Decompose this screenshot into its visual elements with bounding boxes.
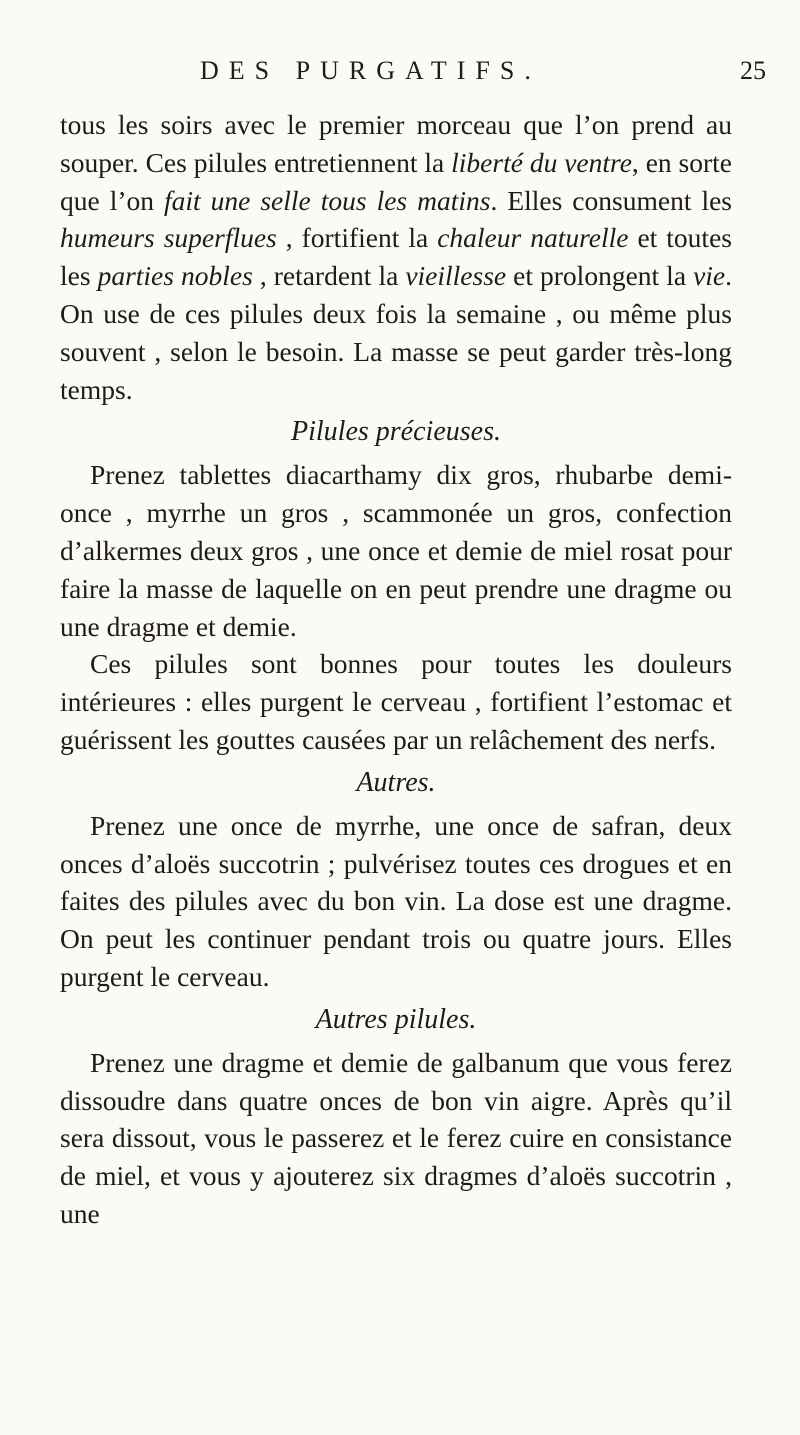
italic-term: fait une selle tous les matins (164, 184, 491, 216)
running-head (0, 50, 800, 100)
text-segment: et toutes les (60, 222, 732, 292)
section-heading: Autres pilules. (315, 1003, 477, 1035)
text-segment: . On use de ces pilules deux fois la semaine , ou même plus souvent , selon le besoin. La masse se peut garder très-long temps. (60, 260, 732, 405)
text-segment: , fortifient la (276, 222, 438, 254)
italic-term: vie (693, 260, 726, 292)
italic-term: vieillesse (405, 260, 507, 292)
italic-term: humeurs superflues (60, 222, 277, 254)
paragraph: Prenez tablettes diacarthamy dix gros, rhubarbe demi-once , myrrhe un gros , scammonée un gros, confection d’alkermes deux gros , une once et demie de miel rosat pour faire la masse de laquelle on en peut prendre une dragme ou une dragme et demie. (60, 459, 732, 642)
italic-term: chaleur naturelle (437, 222, 629, 254)
paragraph: Prenez une once de myrrhe, une once de safran, deux onces d’aloës succotrin ; pulvérisez toutes ces drogues et en faites des pilules avec du bon vin. La dose est une dragme. On peut les continuer pendant trois ou quatre jours. Elles purgent le cerveau. (60, 809, 732, 992)
paragraph: Ces pilules sont bonnes pour toutes les douleurs intérieures : elles purgent le cerveau , fortifient l’estomac et guérissent les gouttes causées par un relâchement des nerfs. (60, 648, 732, 755)
italic-term: liberté du ventre (451, 146, 632, 178)
text-segment: tous les soirs avec le premier morceau que l’on prend au souper. Ces pilules entretiennent la (60, 109, 732, 178)
section-heading: Autres. (356, 766, 436, 798)
paragraph: Prenez une dragme et demie de galbanum que vous ferez dissoudre dans quatre onces de bon vin aigre. Après qu’il sera dissout, vous le passerez et le ferez cuire en consistance de miel, et vous y ajouterez six dragmes d’aloës succotrin , une (60, 1046, 732, 1229)
text-segment: , en sorte que l’on (60, 146, 733, 216)
text-segment: . Elles consument les (490, 184, 732, 216)
italic-term: parties nobles (97, 260, 253, 292)
running-title: DES PURGATIFS. (200, 56, 541, 85)
paragraph-continued (60, 106, 732, 408)
text-segment: et prolongent la (506, 260, 694, 292)
body-text (60, 106, 732, 1233)
text-segment: , retardent la (252, 260, 406, 292)
section-heading: Pilules précieuses. (291, 416, 501, 448)
page-number: 25 (740, 56, 766, 85)
